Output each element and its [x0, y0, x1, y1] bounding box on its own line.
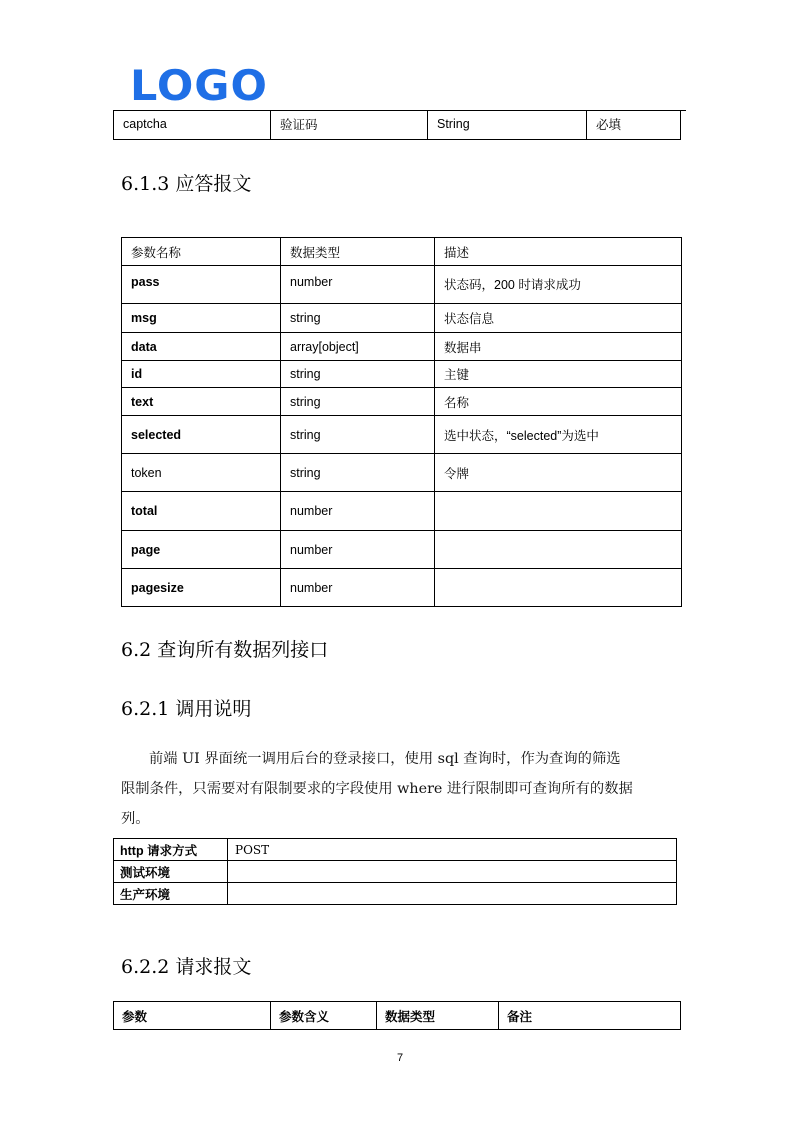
- column-header: 数据类型: [377, 1002, 499, 1030]
- section-heading-62: 6.2 查询所有数据列接口: [121, 639, 329, 661]
- table-cell: [435, 492, 682, 531]
- table-cell: string: [281, 454, 435, 492]
- table-cell: page: [122, 531, 281, 569]
- table-cell: 生产环境: [114, 883, 228, 905]
- top-table: [113, 110, 681, 140]
- section-heading-622: 6.2.2 请求报文: [121, 956, 252, 978]
- table-row: [114, 861, 677, 883]
- table-cell: pass: [122, 266, 281, 304]
- table-cell: id: [122, 361, 281, 388]
- table-cell: text: [122, 388, 281, 416]
- table-cell: selected: [122, 416, 281, 454]
- table-cell: string: [281, 361, 435, 388]
- table-row: [114, 839, 677, 861]
- table-cell: 数据串: [435, 333, 682, 361]
- table-row: [122, 304, 682, 333]
- paragraph-line: 限制条件，只需要对有限制要求的字段使用 where 进行限制即可查询所有的数据: [121, 781, 633, 797]
- table-cell: 状态码，200 时请求成功: [435, 266, 682, 304]
- table-row: [122, 266, 682, 304]
- table-cell: number: [281, 266, 435, 304]
- table-cell: string: [281, 416, 435, 454]
- table-row: [122, 531, 682, 569]
- section-heading-613: 6.1.3 应答报文: [121, 173, 252, 195]
- logo-text: LOGO: [130, 66, 268, 104]
- table-row: [114, 883, 677, 905]
- logo: [130, 66, 270, 104]
- column-header: 备注: [499, 1002, 681, 1030]
- table-cell: 测试环境: [114, 861, 228, 883]
- response-table: [121, 237, 682, 607]
- table-cell: POST: [228, 839, 677, 861]
- table-cell: http 请求方式: [114, 839, 228, 861]
- table-cell: [228, 883, 677, 905]
- table-cell: 选中状态，“selected”为选中: [435, 416, 682, 454]
- table-cell: 状态信息: [435, 304, 682, 333]
- table-cell: captcha: [114, 110, 271, 139]
- table-cell: number: [281, 569, 435, 607]
- table-cell: number: [281, 492, 435, 531]
- table-row: [122, 361, 682, 388]
- table-row: [114, 110, 681, 139]
- table-cell: 令牌: [435, 454, 682, 492]
- table-cell: string: [281, 388, 435, 416]
- table-row: [122, 388, 682, 416]
- table-row: [122, 454, 682, 492]
- table-cell: pagesize: [122, 569, 281, 607]
- request-table: [113, 1001, 681, 1030]
- table-cell: msg: [122, 304, 281, 333]
- table-header-row: [122, 238, 682, 266]
- column-header: 描述: [435, 238, 682, 266]
- table-row: [122, 492, 682, 531]
- table-row: [122, 333, 682, 361]
- table-row: [122, 569, 682, 607]
- table-cell: [228, 861, 677, 883]
- table-cell: 主键: [435, 361, 682, 388]
- table-cell: array[object]: [281, 333, 435, 361]
- page-number: 7: [396, 1052, 404, 1064]
- table-cell: string: [281, 304, 435, 333]
- table-cell: token: [122, 454, 281, 492]
- column-header: 参数: [114, 1002, 271, 1030]
- column-header: 参数名称: [122, 238, 281, 266]
- column-header: 数据类型: [281, 238, 435, 266]
- paragraph-line: 列。: [121, 811, 150, 827]
- section-heading-621: 6.2.1 调用说明: [121, 698, 252, 720]
- table-cell: 名称: [435, 388, 682, 416]
- info-table: [113, 838, 677, 905]
- table-cell: String: [428, 110, 587, 139]
- table-cell: [435, 569, 682, 607]
- table-cell: [435, 531, 682, 569]
- column-header: 参数含义: [271, 1002, 377, 1030]
- table-header-row: [114, 1002, 681, 1030]
- paragraph-line: 前端 UI 界面统一调用后台的登录接口，使用 sql 查询时，作为查询的筛选: [149, 751, 621, 767]
- table-cell: number: [281, 531, 435, 569]
- table-cell: total: [122, 492, 281, 531]
- table-cell: 验证码: [271, 110, 428, 139]
- table-cell: 必填: [587, 110, 681, 139]
- table-cell: data: [122, 333, 281, 361]
- table-row: [122, 416, 682, 454]
- description-paragraph: [121, 744, 687, 834]
